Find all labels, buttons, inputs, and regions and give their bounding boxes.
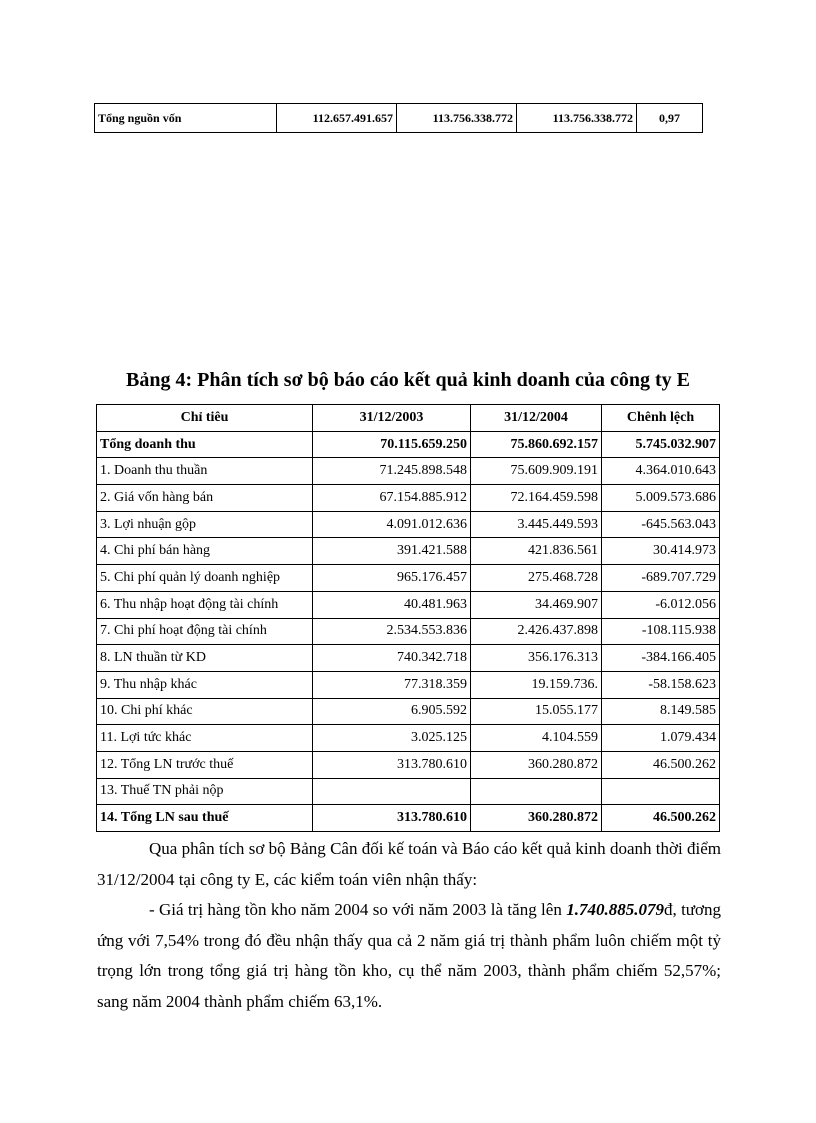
row-label: Tổng doanh thu <box>97 431 313 458</box>
value-2003: 77.318.359 <box>313 671 471 698</box>
header-indicator: Chỉ tiêu <box>97 405 313 432</box>
table-row <box>97 778 720 805</box>
paragraph-rest: đ, tương ứng với 7,54% trong đó đều nhận thấy qua cả 2 năm giá trị thành phẩm luôn chiếm một tỷ trọng lớn trong tổng giá trị hàng tồn kho, cụ thể năm 2003, thành phẩm chiếm 52,57%; sang năm 2004 thành phẩm chiếm 63,1%. <box>97 900 721 1011</box>
table-row <box>97 431 720 458</box>
value-2004: 4.104.559 <box>471 725 602 752</box>
value-difference: 1.079.434 <box>602 725 720 752</box>
value-2003: 2.534.553.836 <box>313 618 471 645</box>
value-2004: 421.836.561 <box>471 538 602 565</box>
table-row <box>95 104 703 133</box>
value-2003: 40.481.963 <box>313 591 471 618</box>
header-2003: 31/12/2003 <box>313 405 471 432</box>
header-difference: Chênh lệch <box>602 405 720 432</box>
value-difference: -384.166.405 <box>602 645 720 672</box>
row-label: 13. Thuế TN phải nộp <box>97 778 313 805</box>
value-2003 <box>313 778 471 805</box>
value-2004: 75.860.692.157 <box>471 431 602 458</box>
value-2003: 6.905.592 <box>313 698 471 725</box>
paragraph-inventory <box>97 895 721 1017</box>
value-difference: 46.500.262 <box>602 805 720 832</box>
row-label: 4. Chi phí bán hàng <box>97 538 313 565</box>
row-label: 3. Lợi nhuận gộp <box>97 511 313 538</box>
value-difference <box>602 778 720 805</box>
table-row <box>97 591 720 618</box>
value-2004: 3.445.449.593 <box>471 511 602 538</box>
summary-value: 113.756.338.772 <box>397 104 517 133</box>
value-difference: -645.563.043 <box>602 511 720 538</box>
value-2004: 34.469.907 <box>471 591 602 618</box>
table-row <box>97 618 720 645</box>
row-label: 10. Chi phí khác <box>97 698 313 725</box>
value-2004: 72.164.459.598 <box>471 485 602 512</box>
row-label: 8. LN thuần từ KD <box>97 645 313 672</box>
value-difference: -108.115.938 <box>602 618 720 645</box>
row-label: 5. Chi phí quản lý doanh nghiệp <box>97 565 313 592</box>
paragraph-lead: - Giá trị hàng tồn kho năm 2004 so với năm 2003 là tăng lên <box>149 900 567 919</box>
value-difference: -58.158.623 <box>602 671 720 698</box>
table-row <box>97 511 720 538</box>
income-statement-table <box>96 404 720 832</box>
row-label: 11. Lợi tức khác <box>97 725 313 752</box>
summary-value: 113.756.338.772 <box>517 104 637 133</box>
value-2003: 391.421.588 <box>313 538 471 565</box>
value-2004: 15.055.177 <box>471 698 602 725</box>
table-row <box>97 565 720 592</box>
summary-value: 112.657.491.657 <box>277 104 397 133</box>
value-2003: 71.245.898.548 <box>313 458 471 485</box>
value-2004: 356.176.313 <box>471 645 602 672</box>
value-2003: 740.342.718 <box>313 645 471 672</box>
header-2004: 31/12/2004 <box>471 405 602 432</box>
inventory-amount: 1.740.885.079 <box>566 900 664 919</box>
value-2003: 313.780.610 <box>313 805 471 832</box>
value-difference: 46.500.262 <box>602 751 720 778</box>
value-difference: 5.009.573.686 <box>602 485 720 512</box>
value-2003: 313.780.610 <box>313 751 471 778</box>
row-label: 12. Tổng LN trước thuế <box>97 751 313 778</box>
row-label: 9. Thu nhập khác <box>97 671 313 698</box>
summary-table <box>94 103 703 133</box>
value-difference: 4.364.010.643 <box>602 458 720 485</box>
table-row <box>97 805 720 832</box>
value-2003: 70.115.659.250 <box>313 431 471 458</box>
table-row <box>97 751 720 778</box>
row-label: 6. Thu nhập hoạt động tài chính <box>97 591 313 618</box>
value-difference: -6.012.056 <box>602 591 720 618</box>
value-2004: 275.468.728 <box>471 565 602 592</box>
value-2004: 360.280.872 <box>471 751 602 778</box>
value-2004: 2.426.437.898 <box>471 618 602 645</box>
value-difference: 8.149.585 <box>602 698 720 725</box>
row-label: 2. Giá vốn hàng bán <box>97 485 313 512</box>
table-row <box>97 458 720 485</box>
table-row <box>97 671 720 698</box>
row-label: 7. Chi phí hoạt động tài chính <box>97 618 313 645</box>
value-difference: 5.745.032.907 <box>602 431 720 458</box>
value-2004: 75.609.909.191 <box>471 458 602 485</box>
value-2003: 4.091.012.636 <box>313 511 471 538</box>
table-row <box>97 698 720 725</box>
paragraph-intro: Qua phân tích sơ bộ Bảng Cân đối kế toán và Báo cáo kết quả kinh doanh thời điểm 31/12/2004 tại công ty E, các kiểm toán viên nhận thấy: <box>97 839 721 889</box>
table-row <box>97 725 720 752</box>
table-row <box>97 485 720 512</box>
table-header-row <box>97 405 720 432</box>
summary-value: 0,97 <box>637 104 703 133</box>
summary-label: Tổng nguồn vốn <box>95 104 277 133</box>
row-label: 1. Doanh thu thuần <box>97 458 313 485</box>
table-row <box>97 538 720 565</box>
value-2003: 3.025.125 <box>313 725 471 752</box>
table-title: Bảng 4: Phân tích sơ bộ báo cáo kết quả kinh doanh của công ty E <box>126 369 690 391</box>
value-2003: 67.154.885.912 <box>313 485 471 512</box>
value-2004 <box>471 778 602 805</box>
value-difference: 30.414.973 <box>602 538 720 565</box>
value-2003: 965.176.457 <box>313 565 471 592</box>
value-difference: -689.707.729 <box>602 565 720 592</box>
value-2004: 360.280.872 <box>471 805 602 832</box>
row-label: 14. Tổng LN sau thuế <box>97 805 313 832</box>
value-2004: 19.159.736. <box>471 671 602 698</box>
table-row <box>97 645 720 672</box>
